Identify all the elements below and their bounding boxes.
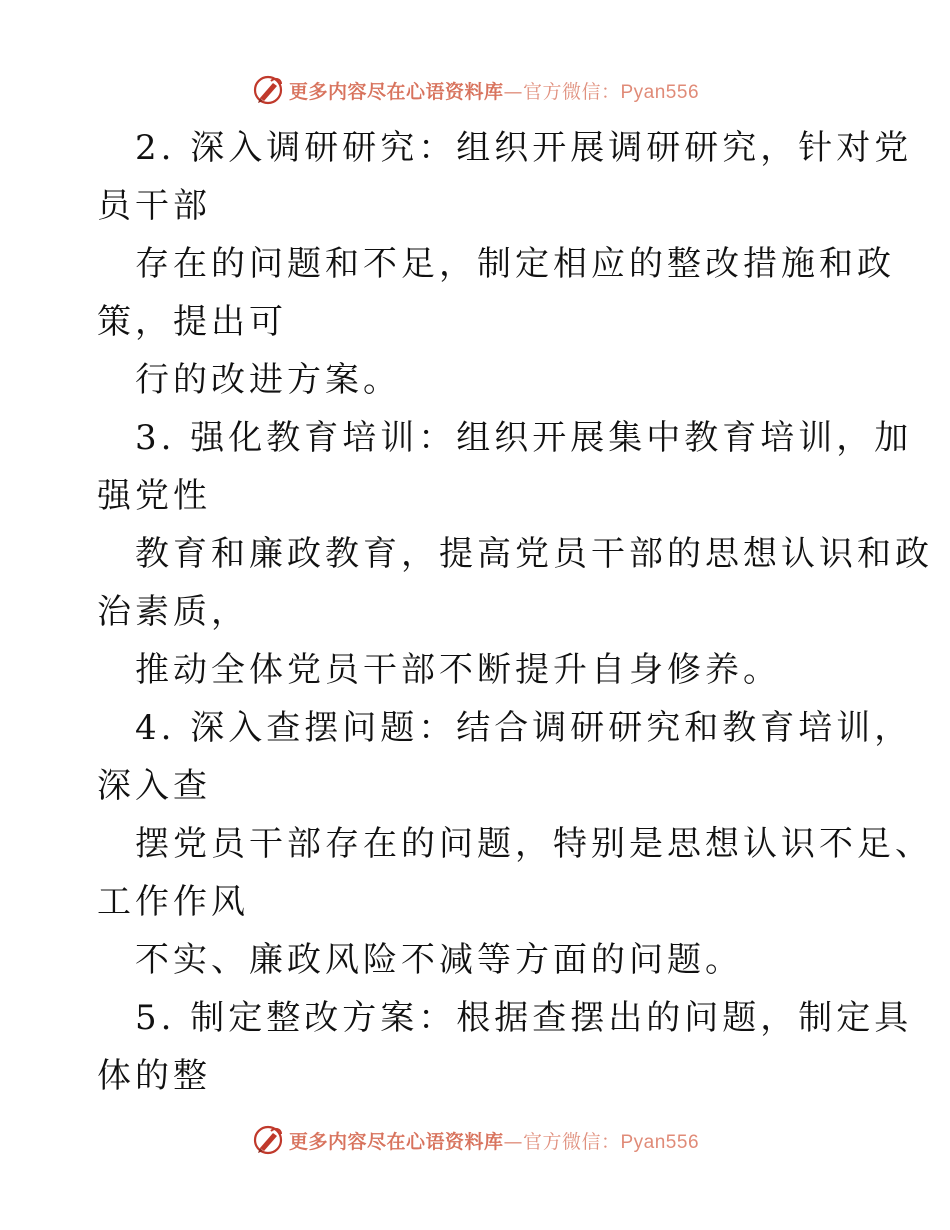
watermark-wechat-id: Pyan556 [620, 1131, 700, 1153]
text-line: 治素质， [97, 592, 249, 632]
text-line: 摆党员干部存在的问题，特别是思想认识不足、 [135, 824, 933, 864]
text-line: 深入查 [97, 766, 211, 806]
text-line: 不实、廉政风险不减等方面的问题。 [135, 940, 743, 980]
footer-watermark [0, 1120, 950, 1160]
watermark-dash: — [503, 1130, 523, 1153]
text-line: 3. 强化教育培训：组织开展集中教育培训，加 [135, 418, 913, 458]
watermark-site: 更多内容尽在心语资料库 [288, 80, 504, 103]
text-line: 存在的问题和不足，制定相应的整改措施和政 [135, 244, 895, 284]
text-line: 推动全体党员干部不断提升自身修养。 [135, 650, 781, 690]
watermark-wechat-label: 官方微信： [522, 1130, 621, 1153]
watermark-dash: — [503, 80, 523, 103]
text-line: 体的整 [97, 1056, 211, 1096]
text-line: 工作作风 [97, 882, 249, 922]
watermark-wechat-id: Pyan556 [620, 81, 700, 103]
text-line: 行的改进方案。 [135, 360, 401, 400]
text-line: 强党性 [97, 476, 211, 516]
watermark-text [289, 1127, 699, 1154]
text-line: 教育和廉政教育，提高党员干部的思想认识和政 [135, 534, 933, 574]
text-line: 4. 深入查摆问题：结合调研研究和教育培训， [135, 708, 913, 748]
text-line: 5. 制定整改方案：根据查摆出的问题，制定具 [135, 998, 913, 1038]
watermark-site: 更多内容尽在心语资料库 [288, 1130, 504, 1153]
pen-logo-icon [251, 1123, 285, 1157]
text-line: 策，提出可 [97, 302, 287, 342]
watermark-wechat-label: 官方微信： [522, 80, 621, 103]
text-line: 员干部 [97, 186, 211, 226]
text-line: 2. 深入调研研究：组织开展调研研究，针对党 [135, 128, 913, 168]
